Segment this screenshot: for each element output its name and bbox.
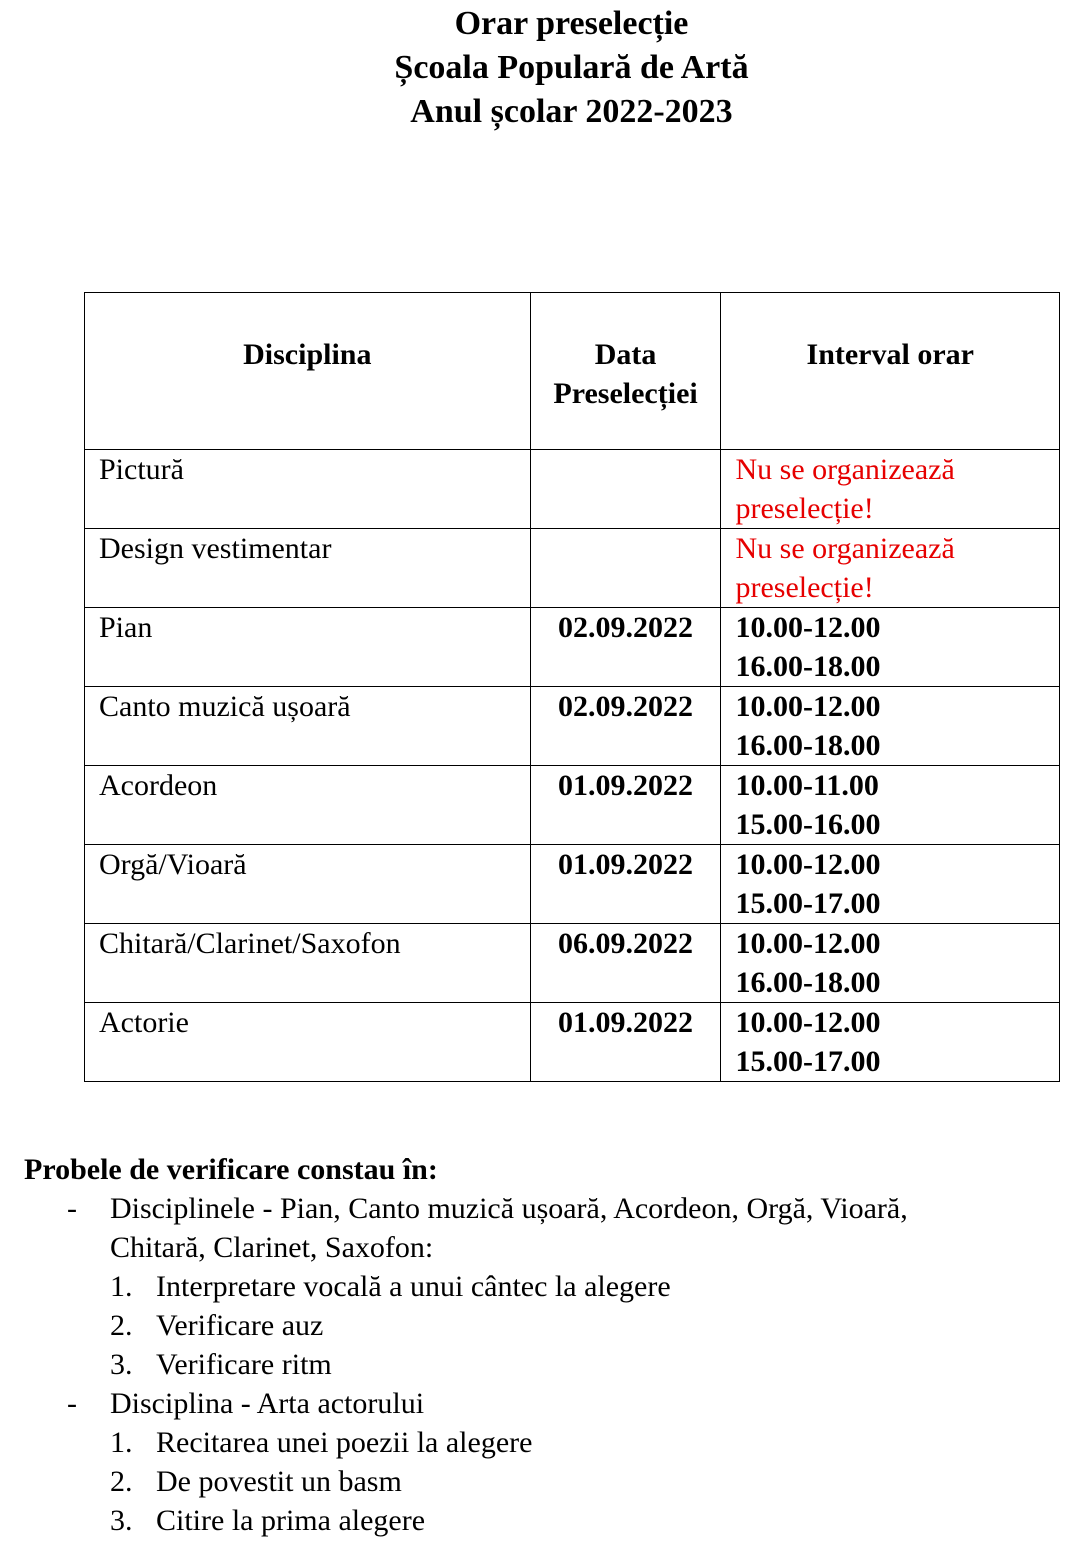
row-discipline: Pian — [85, 608, 531, 687]
row-date: 01.09.2022 — [530, 845, 721, 924]
item-text: Recitarea unei poezii la alegere — [156, 1426, 533, 1459]
table-row — [85, 687, 1060, 766]
row-times — [721, 529, 1060, 608]
row-date — [530, 450, 721, 529]
item-text: Verificare auz — [156, 1309, 324, 1342]
table-row — [85, 529, 1060, 608]
row-discipline: Design vestimentar — [85, 529, 531, 608]
tests-group-acting — [24, 1384, 1054, 1423]
list-item — [110, 1501, 1054, 1540]
row-time-line1: 10.00-12.00 — [735, 927, 881, 960]
row-time-line1: 10.00-12.00 — [735, 848, 881, 881]
row-date: 01.09.2022 — [530, 766, 721, 845]
header-interval — [721, 293, 1060, 450]
group-line-2: Chitară, Clarinet, Saxofon: — [110, 1231, 434, 1264]
row-times — [721, 450, 1060, 529]
item-number: 2. — [110, 1309, 133, 1342]
row-discipline: Canto muzică ușoară — [85, 687, 531, 766]
list-item — [110, 1267, 1054, 1306]
dash-bullet: - — [67, 1192, 77, 1225]
row-times — [721, 1003, 1060, 1082]
item-number: 1. — [110, 1426, 133, 1459]
row-time-line2: preselecție! — [735, 571, 874, 604]
header-interval-label: Interval orar — [806, 338, 974, 371]
row-discipline: Chitară/Clarinet/Saxofon — [85, 924, 531, 1003]
row-times — [721, 845, 1060, 924]
row-date: 02.09.2022 — [530, 608, 721, 687]
row-time-line2: 15.00-17.00 — [735, 1045, 881, 1078]
title-line-3: Anul școlar 2022-2023 — [410, 93, 733, 130]
row-time-line1: 10.00-12.00 — [735, 611, 881, 644]
item-number: 3. — [110, 1504, 133, 1537]
row-time-line1: Nu se organizează — [735, 532, 955, 565]
row-time-line1: 10.00-12.00 — [735, 690, 881, 723]
tests-steps-acting — [24, 1423, 1054, 1540]
row-date — [530, 529, 721, 608]
row-time-line2: 15.00-16.00 — [735, 808, 881, 841]
table-header-row — [85, 293, 1060, 450]
list-item — [110, 1423, 1054, 1462]
row-time-line1: 10.00-12.00 — [735, 1006, 881, 1039]
row-time-line2: 16.00-18.00 — [735, 650, 881, 683]
header-discipline — [85, 293, 531, 450]
header-date — [530, 293, 721, 450]
schedule-table — [84, 292, 1060, 1082]
row-time-line2: preselecție! — [735, 492, 874, 525]
dash-bullet: - — [67, 1387, 77, 1420]
table-row — [85, 845, 1060, 924]
row-time-line2: 16.00-18.00 — [735, 729, 881, 762]
row-time-line1: Nu se organizează — [735, 453, 955, 486]
table-row — [85, 450, 1060, 529]
item-text: Interpretare vocală a unui cântec la alegere — [156, 1270, 671, 1303]
group-line-1: Disciplinele - Pian, Canto muzică ușoară, Acordeon, Orgă, Vioară, — [110, 1192, 908, 1225]
header-date-line1: Data — [594, 338, 657, 371]
tests-title: Probele de verificare constau în: — [24, 1153, 438, 1186]
list-item — [110, 1345, 1054, 1384]
table-row — [85, 924, 1060, 1003]
title-line-1: Orar preselecție — [454, 5, 689, 42]
list-item — [110, 1306, 1054, 1345]
row-discipline: Acordeon — [85, 766, 531, 845]
row-time-line2: 16.00-18.00 — [735, 966, 881, 999]
row-time-line1: 10.00-11.00 — [735, 769, 879, 802]
item-text: De povestit un basm — [156, 1465, 402, 1498]
row-times — [721, 924, 1060, 1003]
item-text: Verificare ritm — [156, 1348, 332, 1381]
row-date: 06.09.2022 — [530, 924, 721, 1003]
table-row — [85, 766, 1060, 845]
tests-section — [24, 1150, 1054, 1540]
row-discipline: Orgă/Vioară — [85, 845, 531, 924]
title-line-2: Școala Populară de Artă — [394, 49, 749, 86]
row-times — [721, 608, 1060, 687]
row-times — [721, 766, 1060, 845]
document-title — [0, 2, 1069, 134]
row-date: 01.09.2022 — [530, 1003, 721, 1082]
row-times — [721, 687, 1060, 766]
item-number: 2. — [110, 1465, 133, 1498]
list-item — [110, 1462, 1054, 1501]
header-date-line2: Preselecției — [553, 377, 698, 410]
row-discipline: Actorie — [85, 1003, 531, 1082]
row-discipline: Pictură — [85, 450, 531, 529]
item-text: Citire la prima alegere — [156, 1504, 426, 1537]
header-discipline-label: Disciplina — [243, 338, 372, 371]
tests-steps-music — [24, 1267, 1054, 1384]
item-number: 3. — [110, 1348, 133, 1381]
item-number: 1. — [110, 1270, 133, 1303]
tests-group-music — [24, 1189, 1054, 1267]
table-row — [85, 1003, 1060, 1082]
row-time-line2: 15.00-17.00 — [735, 887, 881, 920]
table-row — [85, 608, 1060, 687]
group-line-1: Disciplina - Arta actorului — [110, 1387, 425, 1420]
row-date: 02.09.2022 — [530, 687, 721, 766]
